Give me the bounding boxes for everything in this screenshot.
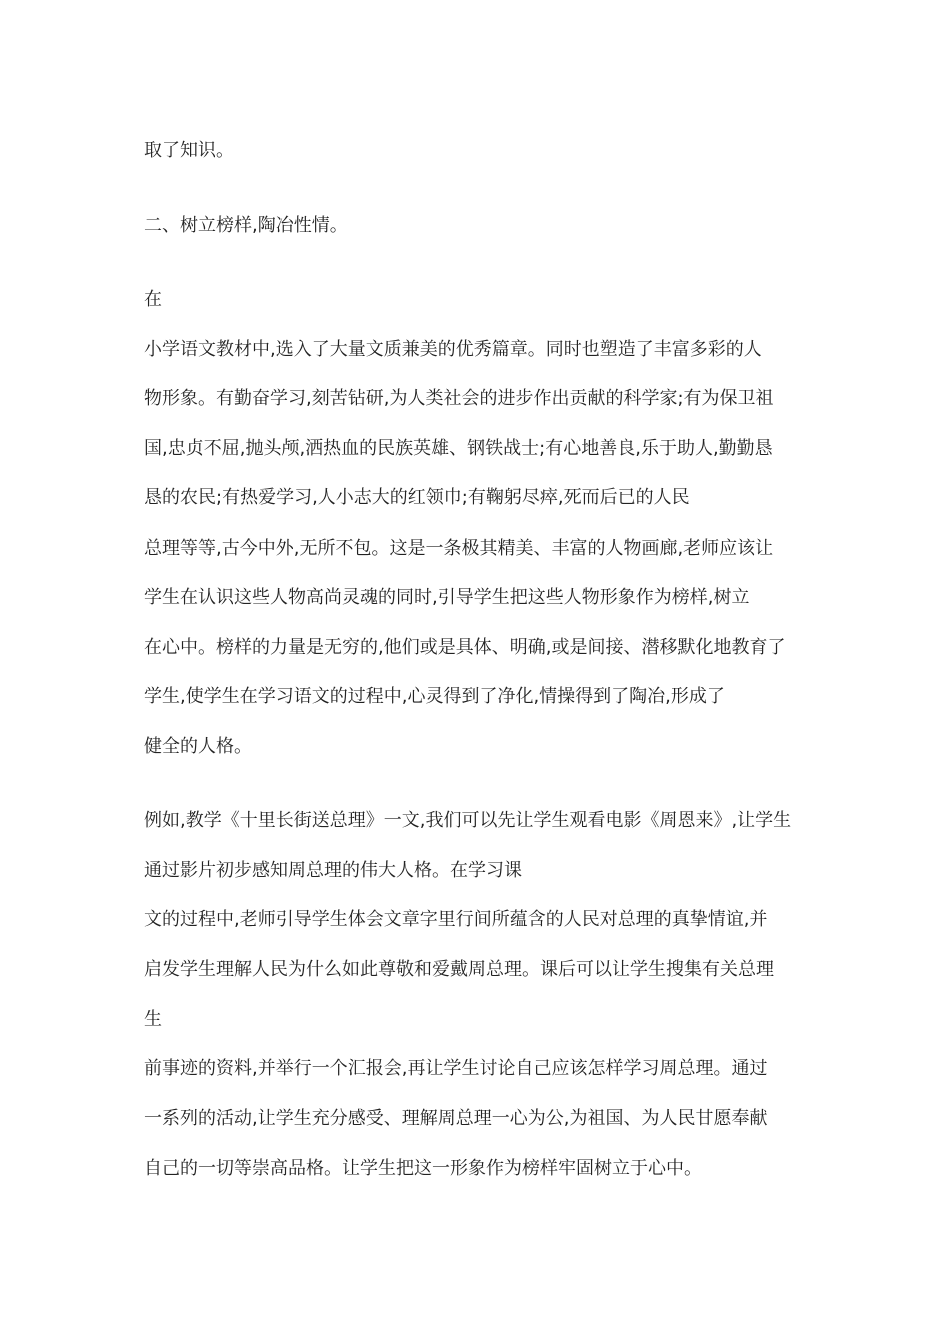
section-heading: 二、树立榜样,陶冶性情。: [144, 215, 348, 236]
text-line: 健全的人格。: [144, 736, 252, 757]
text-line: 小学语文教材中,选入了大量文质兼美的优秀篇章。同时也塑造了丰富多彩的人: [144, 339, 762, 360]
text-line: 生: [144, 1009, 162, 1030]
text-line: 总理等等,古今中外,无所不包。这是一条极其精美、丰富的人物画廊,老师应该让: [144, 538, 774, 559]
text-line: 恳的农民;有热爱学习,人小志大的红领巾;有鞠躬尽瘁,死而后已的人民: [144, 487, 690, 508]
text-line: 取了知识。: [144, 140, 234, 161]
text-line: 一系列的活动,让学生充分感受、理解周总理一心为公,为祖国、为人民甘愿奉献: [144, 1108, 768, 1129]
text-line: 例如,教学《十里长街送总理》一文,我们可以先让学生观看电影《周恩来》,让学生: [144, 810, 792, 831]
text-line: 启发学生理解人民为什么如此尊敬和爱戴周总理。课后可以让学生搜集有关总理: [144, 959, 774, 980]
text-line: 通过影片初步感知周总理的伟大人格。在学习课: [144, 860, 522, 881]
text-line: 学生,使学生在学习语文的过程中,心灵得到了净化,情操得到了陶冶,形成了: [144, 686, 725, 707]
text-line: 前事迹的资料,并举行一个汇报会,再让学生讨论自己应该怎样学习周总理。通过: [144, 1058, 768, 1079]
text-line: 国,忠贞不屈,抛头颅,洒热血的民族英雄、钢铁战士;有心地善良,乐于助人,勤勤恳: [144, 438, 773, 459]
text-line: 在心中。榜样的力量是无穷的,他们或是具体、明确,或是间接、潜移默化地教育了: [144, 637, 786, 658]
text-line: 物形象。有勤奋学习,刻苦钻研,为人类社会的进步作出贡献的科学家;有为保卫祖: [144, 388, 774, 409]
text-line: 自己的一切等崇高品格。让学生把这一形象作为榜样牢固树立于心中。: [144, 1158, 702, 1179]
text-line: 文的过程中,老师引导学生体会文章字里行间所蕴含的人民对总理的真挚情谊,并: [144, 909, 768, 930]
text-line: 学生在认识这些人物高尚灵魂的同时,引导学生把这些人物形象作为榜样,树立: [144, 587, 750, 608]
text-line: 在: [144, 289, 162, 310]
